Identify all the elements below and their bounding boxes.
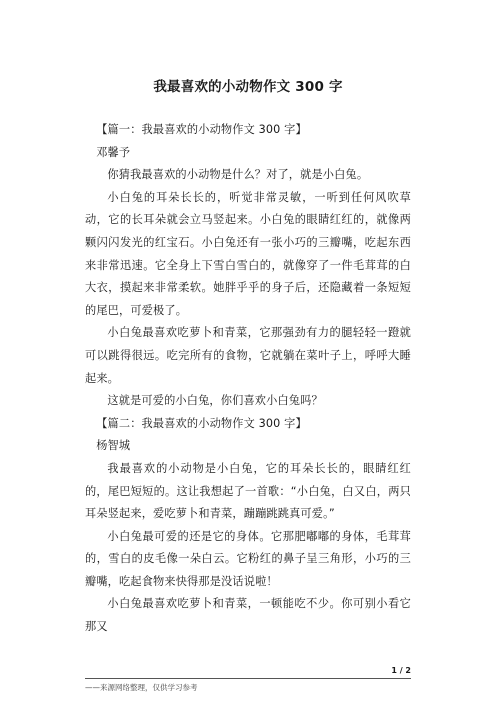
section-heading: 【篇二：我最喜欢的小动物作文 300 字】 (96, 416, 307, 430)
footer-note: ——来源网络整理，仅供学习参考 (85, 683, 198, 692)
document-body (85, 119, 411, 639)
paragraph: 我最喜欢的小动物是小白兔，它的耳朵长长的，眼睛红红的，尾巴短短的。这让我想起了一首歌：“小白兔，白又白，两只耳朵竖起来，爱吃萝卜和青菜，蹦蹦跳跳真可爱。” (85, 461, 411, 521)
footer-divider (85, 678, 411, 679)
paragraph: 小白兔最可爱的还是它的身体。它那肥嘟嘟的身体，毛茸茸的，雪白的皮毛像一朵白云。它粉红的鼻子呈三角形，小巧的三瓣嘴，吃起食物来快得那是没话说啦！ (85, 529, 411, 588)
paragraph: 这就是可爱的小白兔，你们喜欢小白兔吗？ (107, 394, 323, 408)
paragraph: 小白兔最喜欢吃萝卜和青菜，它那强劲有力的腿轻轻一蹬就可以跳得很远。吃完所有的食物，它就躺在菜叶子上，呼呼大睡起来。 (85, 326, 411, 385)
section-author: 杨智城 (96, 439, 131, 453)
document-title: 我最喜欢的小动物作文 300 字 (153, 79, 343, 95)
paragraph: 小白兔的耳朵长长的，听觉非常灵敏，一听到任何风吹草动，它的长耳朵就会立马竖起来。小白兔的眼睛红红的，就像两颗闪闪发光的红宝石。小白兔还有一张小巧的三瓣嘴，吃起东西来非常迅速。它全身上下雪白雪白的，就像穿了一件毛茸茸的白大衣，摸起来非常柔软。她胖乎乎的身子后，还隐藏着一条短短的尾巴，可爱极了。 (85, 190, 411, 317)
section-heading: 【篇一：我最喜欢的小动物作文 300 字】 (96, 123, 307, 136)
paragraph: 你猜我最喜欢的小动物是什么？对了，就是小白兔。 (107, 168, 369, 182)
section-author: 邓馨予 (96, 145, 131, 159)
page-number: 1 / 2 (391, 666, 411, 675)
paragraph: 小白兔最喜欢吃萝卜和青菜，一顿能吃不少。你可别小看它那又 (85, 597, 411, 634)
